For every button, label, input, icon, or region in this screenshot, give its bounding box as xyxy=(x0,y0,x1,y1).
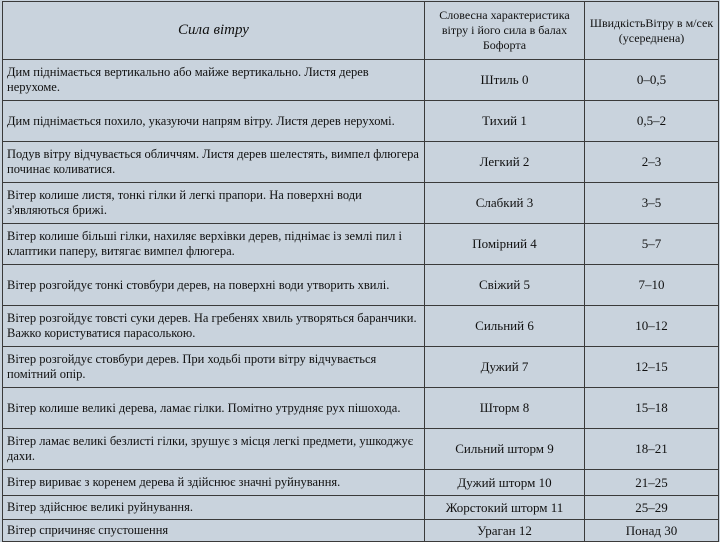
row-characteristic: Жорстокий шторм 11 xyxy=(425,496,585,520)
row-speed: 0–0,5 xyxy=(585,60,719,101)
row-description: Вітер ламає великі безлисті гілки, зрушує з місця легкі предмети, ушкоджує дахи. xyxy=(3,429,425,470)
row-characteristic: Свіжий 5 xyxy=(425,265,585,306)
table-row xyxy=(3,520,719,542)
row-speed: 0,5–2 xyxy=(585,101,719,142)
row-speed: 2–3 xyxy=(585,142,719,183)
table-row xyxy=(3,306,719,347)
row-speed: 15–18 xyxy=(585,388,719,429)
table-row xyxy=(3,224,719,265)
table-row xyxy=(3,142,719,183)
row-description: Вітер колише більші гілки, нахиляє верхівки дерев, піднімає із землі пил і клаптики паперу, витягає вимпел флюгера. xyxy=(3,224,425,265)
row-description: Вітер розгойдує тонкі стовбури дерев, на поверхні води утворить хвилі. xyxy=(3,265,425,306)
row-speed: 21–25 xyxy=(585,470,719,496)
table-row xyxy=(3,183,719,224)
row-characteristic: Дужий 7 xyxy=(425,347,585,388)
row-description: Вітер колише листя, тонкі гілки й легкі прапори. На поверхні води з'являються брижі. xyxy=(3,183,425,224)
row-description: Вітер здійснює великі руйнування. xyxy=(3,496,425,520)
beaufort-table xyxy=(2,1,719,542)
table-row xyxy=(3,388,719,429)
row-characteristic: Ураган 12 xyxy=(425,520,585,542)
row-description: Вітер колише великі дерева, ламає гілки. Помітно утрудняє рух пішохода. xyxy=(3,388,425,429)
row-description: Вітер розгойдує стовбури дерев. При ходьбі проти вітру відчувається помітний опір. xyxy=(3,347,425,388)
header-row xyxy=(3,2,719,60)
table-row xyxy=(3,60,719,101)
row-speed: 5–7 xyxy=(585,224,719,265)
row-speed: 10–12 xyxy=(585,306,719,347)
row-characteristic: Тихий 1 xyxy=(425,101,585,142)
row-description: Дим піднімається вертикально або майже вертикально. Листя дерев нерухоме. xyxy=(3,60,425,101)
row-speed: 3–5 xyxy=(585,183,719,224)
row-characteristic: Легкий 2 xyxy=(425,142,585,183)
header-wind-force: Сила вітру xyxy=(3,2,425,60)
row-characteristic: Помірний 4 xyxy=(425,224,585,265)
row-characteristic: Слабкий 3 xyxy=(425,183,585,224)
row-characteristic: Дужий шторм 10 xyxy=(425,470,585,496)
table-row xyxy=(3,429,719,470)
row-speed: 18–21 xyxy=(585,429,719,470)
row-speed: 25–29 xyxy=(585,496,719,520)
row-characteristic: Штиль 0 xyxy=(425,60,585,101)
row-characteristic: Шторм 8 xyxy=(425,388,585,429)
header-speed: ШвидкістьВітру в м/сек (усереднена) xyxy=(585,2,719,60)
row-speed: Понад 30 xyxy=(585,520,719,542)
table-row xyxy=(3,496,719,520)
row-description: Вітер вириває з коренем дерева й здійснює значні руйнування. xyxy=(3,470,425,496)
row-characteristic: Сильний 6 xyxy=(425,306,585,347)
row-speed: 7–10 xyxy=(585,265,719,306)
row-description: Вітер спричиняє спустошення xyxy=(3,520,425,542)
table-row xyxy=(3,101,719,142)
table-row xyxy=(3,347,719,388)
table-row xyxy=(3,265,719,306)
row-description: Вітер розгойдує товсті суки дерев. На гребенях хвиль утворяться баранчики. Важко користуватися парасолькою. xyxy=(3,306,425,347)
table-row xyxy=(3,470,719,496)
row-description: Подув вітру відчувається обличчям. Листя дерев шелестять, вимпел флюгера починає коливатися. xyxy=(3,142,425,183)
row-description: Дим піднімається похило, указуючи напрям вітру. Листя дерев нерухомі. xyxy=(3,101,425,142)
header-characteristic: Словесна характеристика вітру і його сила в балах Бофорта xyxy=(425,2,585,60)
row-characteristic: Сильний шторм 9 xyxy=(425,429,585,470)
row-speed: 12–15 xyxy=(585,347,719,388)
